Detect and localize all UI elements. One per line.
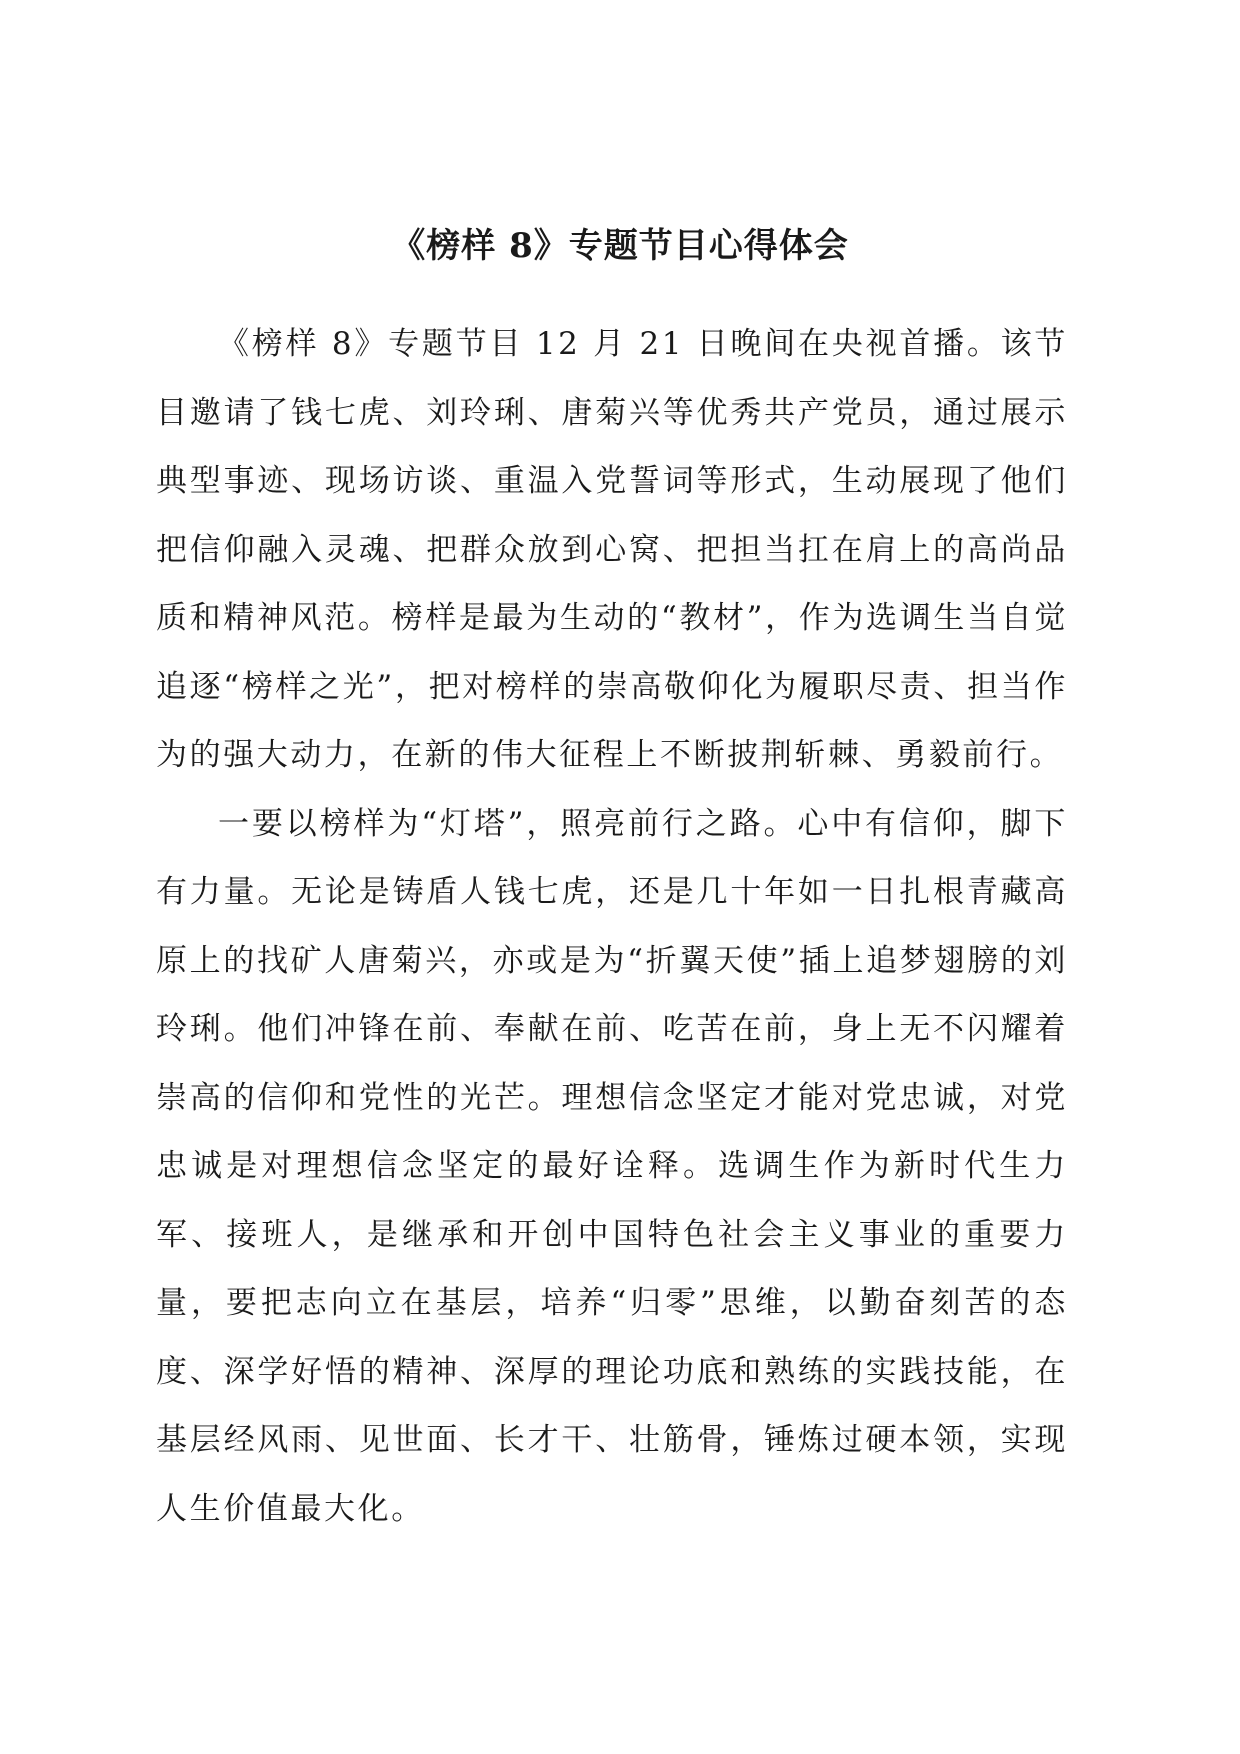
document-body	[156, 310, 1068, 1543]
paragraph-point-one: 一要以榜样为“灯塔”，照亮前行之路。心中有信仰，脚下有力量。无论是铸盾人钱七虎，还是几十年如一日扎根青藏高原上的找矿人唐菊兴，亦或是为“折翼天使”插上追梦翅膀的刘玲琍。他们冲锋在前、奉献在前、吃苦在前，身上无不闪耀着崇高的信仰和党性的光芒。理想信念坚定才能对党忠诚，对党忠诚是对理想信念坚定的最好诠释。选调生作为新时代生力军、接班人，是继承和开创中国特色社会主义事业的重要力量，要把志向立在基层，培养“归零”思维，以勤奋刻苦的态度、深学好悟的精神、深厚的理论功底和熟练的实践技能，在基层经风雨、见世面、长才干、壮筋骨，锤炼过硬本领，实现人生价值最大化。	[156, 805, 1068, 1527]
document-title: 《榜样 8》专题节目心得体会	[391, 226, 849, 266]
paragraph-intro: 《榜样 8》专题节目 12 月 21 日晚间在央视首播。该节目邀请了钱七虎、刘玲琍、唐菊兴等优秀共产党员，通过展示典型事迹、现场访谈、重温入党誓词等形式，生动展现了他们把信仰融入灵魂、把群众放到心窝、把担当扛在肩上的高尚品质和精神风范。榜样是最为生动的“教材”，作为选调生当自觉追逐“榜样之光”，把对榜样的崇高敬仰化为履职尽责、担当作为的强大动力，在新的伟大征程上不断披荆斩棘、勇毅前行。	[156, 326, 1068, 773]
